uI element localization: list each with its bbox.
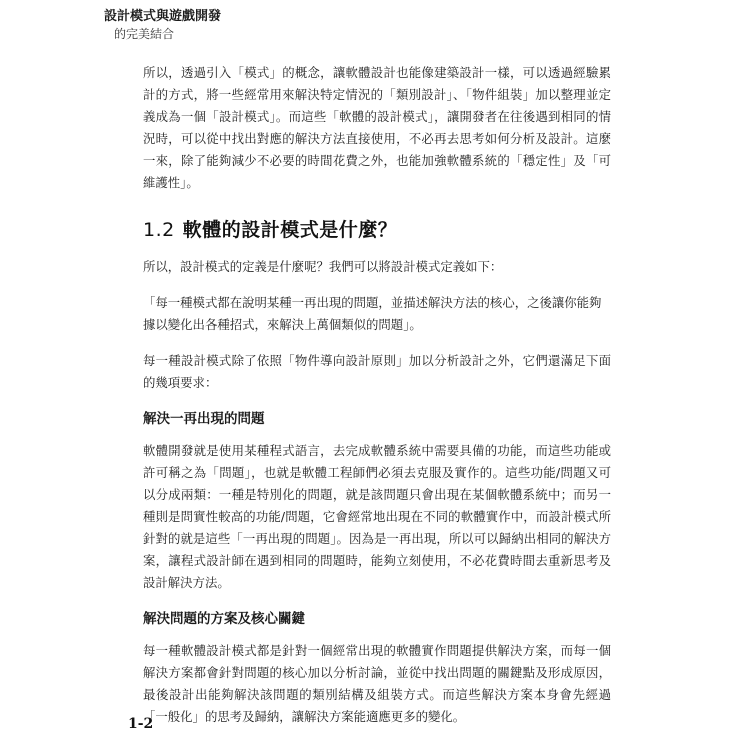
page-body <box>143 62 611 742</box>
subheading-solution-core: 解決問題的方案及核心關鍵 <box>143 611 305 627</box>
section-heading <box>143 216 611 244</box>
intro-paragraph: 所以，透過引入「模式」的概念，讓軟體設計也能像建築設計一樣，可以透過經驗累計的方式，將一些經常用來解決特定情況的「類別設計」、「物件組裝」加以整理並定義成為一個「設計模式」。而這些「軟體的設計模式」，讓開發者在往後遇到相同的情況時，可以從中找出對應的解決方法直接使用，不必再去思考如何分析及設計。這麼一來，除了能夠減少不必要的時間花費之外，也能加強軟體系統的「穩定性」及「可維護性」。 <box>143 65 611 190</box>
requirements-lead-paragraph: 每一種設計模式除了依照「物件導向設計原則」加以分析設計之外，它們還滿足下面的幾項要求： <box>143 353 611 390</box>
recurring-problem-paragraph: 軟體開發就是使用某種程式語言，去完成軟體系統中需要具備的功能，而這些功能或許可稱之為「問題」，也就是軟體工程師們必須去克服及實作的。這些功能/問題又可以分成兩類：一種是特別化的問題，就是該問題只會出現在某個軟體系統中；而另一種則是問實性較高的功能/問題，它會經常地出現在不同的軟體實作中，而設計模式所針對的就是這些「一再出現的問題」。因為是一再出現，所以可以歸納出相同的解決方案，讓程式設計師在遇到相同的問題時，能夠立刻使用，不必花費時間去重新思考及設計解決方法。 <box>143 443 611 590</box>
definition-quote: 「每一種模式都在說明某種一再出現的問題，並描述解決方法的核心，之後讓你能夠據以變化出各種招式，來解決上萬個類似的問題」。 <box>143 295 602 332</box>
solution-core-paragraph: 每一種軟體設計模式都是針對一個經常出現的軟體實作問題提供解決方案，而每一個解決方案都會針對問題的核心加以分析討論，並從中找出問題的關鍵點及形成原因，最後設計出能夠解決該問題的類別結構及組裝方式。而這些解決方案本身會先經過「一般化」的思考及歸納，讓解決方案能適應更多的變化。 <box>143 643 611 724</box>
section-number: 1.2 <box>143 219 175 241</box>
running-header <box>104 8 304 42</box>
definition-lead-paragraph: 所以，設計模式的定義是什麼呢？我們可以將設計模式定義如下： <box>143 259 503 274</box>
section-title: 軟體的設計模式是什麼？ <box>182 219 398 241</box>
subheading-recurring-problem: 解決一再出現的問題 <box>143 411 265 427</box>
header-book-title: 設計模式與遊戲開發 <box>104 9 222 24</box>
page-number: 1-2 <box>128 716 154 732</box>
header-book-subtitle: 的完美結合 <box>114 27 175 41</box>
